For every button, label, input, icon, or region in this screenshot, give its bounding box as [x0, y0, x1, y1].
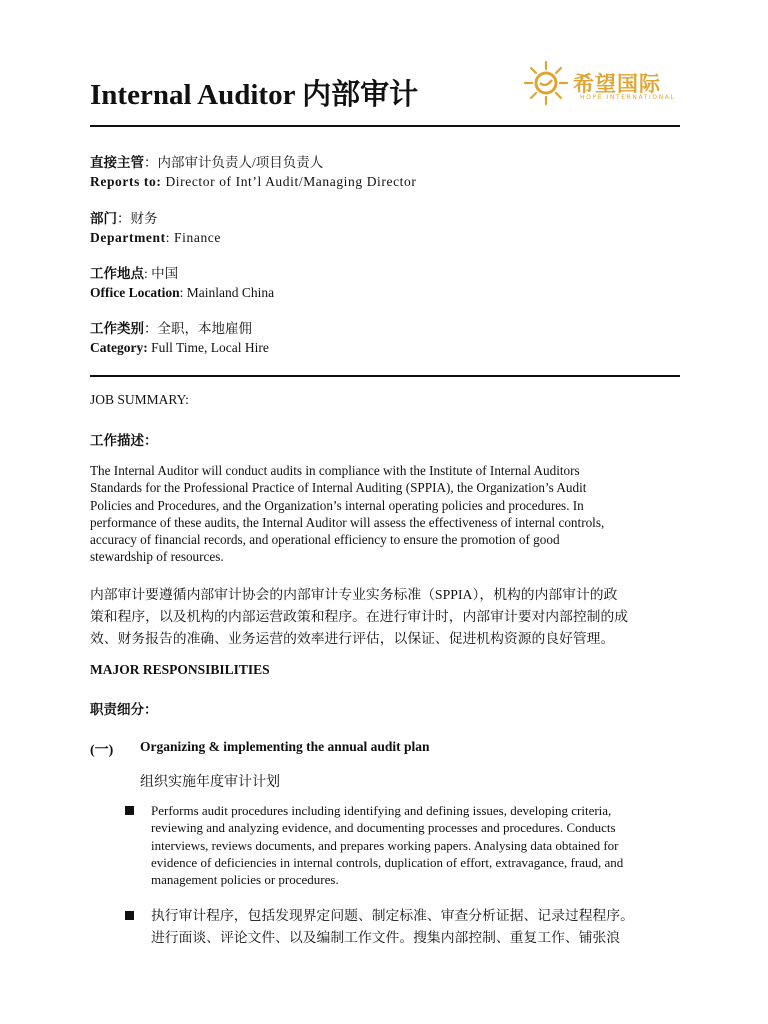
square-bullet-icon: [125, 806, 134, 815]
section-subtitle: 组织实施年度审计计划: [140, 775, 280, 790]
summary-line: stewardship of resources.: [90, 549, 224, 565]
cat-cn-label: 工作类别: [90, 321, 144, 336]
bullet-line: Performs audit procedures including identifying and defining issues, developing criteria,: [151, 803, 612, 818]
department-field: [90, 210, 221, 247]
reports-en-value: Director of Int’l Audit/Managing Director: [161, 173, 417, 189]
loc-cn-value: : 中国: [144, 266, 179, 281]
summary-line: The Internal Auditor will conduct audits in compliance with the Institute of Internal Auditors: [90, 463, 580, 478]
loc-en-value: : Mainland China: [179, 284, 275, 300]
summary-line-cn: 策和程序，以及机构的内部运营政策和程序。在进行审计时，内部审计要对内部控制的成: [90, 609, 629, 624]
bullet-paragraph-cn: [151, 905, 691, 949]
dept-en-value: : Finance: [165, 229, 221, 245]
job-summary-heading-cn: 工作描述：: [90, 433, 158, 448]
logo-text-en: HOPE INTERNATIONAL: [580, 94, 676, 101]
section-divider: [90, 375, 680, 377]
office-location-field: [90, 265, 274, 302]
bullet-line-cn: 进行面谈、评论文件、以及编制工作文件。搜集内部控制、重复工作、铺张浪: [151, 930, 621, 945]
bullet-line: management policies or procedures.: [151, 872, 339, 888]
cat-cn-value: ：全职，本地雇佣: [144, 321, 252, 336]
summary-line-cn: 效、财务报告的准确、业务运营的效率进行评估，以保证、促进机构资源的良好管理。: [90, 631, 615, 646]
summary-line: performance of these audits, the Internal Auditor will assess the effectiveness of internal controls,: [90, 514, 605, 530]
loc-cn-label: 工作地点: [90, 266, 144, 281]
section-title: Organizing & implementing the annual audit plan: [140, 739, 430, 754]
dept-cn-label: 部门: [90, 211, 117, 226]
bullet-line: interviews, reviews documents, and prepares working papers. Analysing data obtained for: [151, 837, 619, 853]
reports-cn-label: 直接主管: [90, 155, 144, 170]
bullet-line-cn: 执行审计程序，包括发现界定问题、制定标准、审查分析证据、记录过程程序。: [151, 908, 634, 923]
reports-cn-value: ：内部审计负责人/项目负责人: [144, 155, 324, 170]
bullet-line: evidence of deficiencies in internal controls, duplication of effort, extravagance, fraud, and: [151, 854, 624, 870]
job-summary-heading: JOB SUMMARY:: [90, 392, 189, 407]
bullet-paragraph-en: [151, 802, 691, 888]
company-logo: [520, 58, 676, 108]
header-divider: [90, 125, 680, 127]
major-responsibilities-heading: MAJOR RESPONSIBILITIES: [90, 662, 270, 677]
summary-line: accuracy of financial records, and operational efficiency to ensure the promotion of good: [90, 532, 560, 548]
responsibilities-heading-cn: 职责细分：: [90, 702, 158, 717]
page-title: Internal Auditor 内部审计: [90, 79, 419, 111]
job-summary-paragraph-cn: [90, 584, 690, 650]
logo-text-cn: 希望国际: [573, 72, 661, 96]
sun-logo-icon: [520, 58, 572, 108]
square-bullet-icon: [125, 911, 134, 920]
summary-line-cn: 内部审计要遵循内部审计协会的内部审计专业实务标准（SPPIA），机构的内部审计的政: [90, 587, 618, 602]
reports-en-label: Reports to:: [90, 173, 162, 189]
summary-line: Standards for the Professional Practice of Internal Auditing (SPPIA), the Organization’s Audit: [90, 480, 587, 496]
reports-to-field: [90, 154, 416, 191]
job-summary-paragraph-en: [90, 462, 690, 566]
section-number: (一): [90, 743, 114, 758]
summary-line: Policies and Procedures, and the Organization’s internal operating policies and procedures. In: [90, 497, 584, 513]
loc-en-label: Office Location: [90, 284, 180, 300]
category-field: [90, 320, 269, 357]
dept-cn-value: ：财务: [117, 211, 158, 226]
bullet-line: reviewing and analyzing evidence, and documenting processes and procedures. Conducts: [151, 820, 616, 836]
cat-en-value: Full Time, Local Hire: [147, 339, 269, 355]
cat-en-label: Category:: [90, 339, 148, 355]
dept-en-label: Department: [90, 229, 166, 245]
